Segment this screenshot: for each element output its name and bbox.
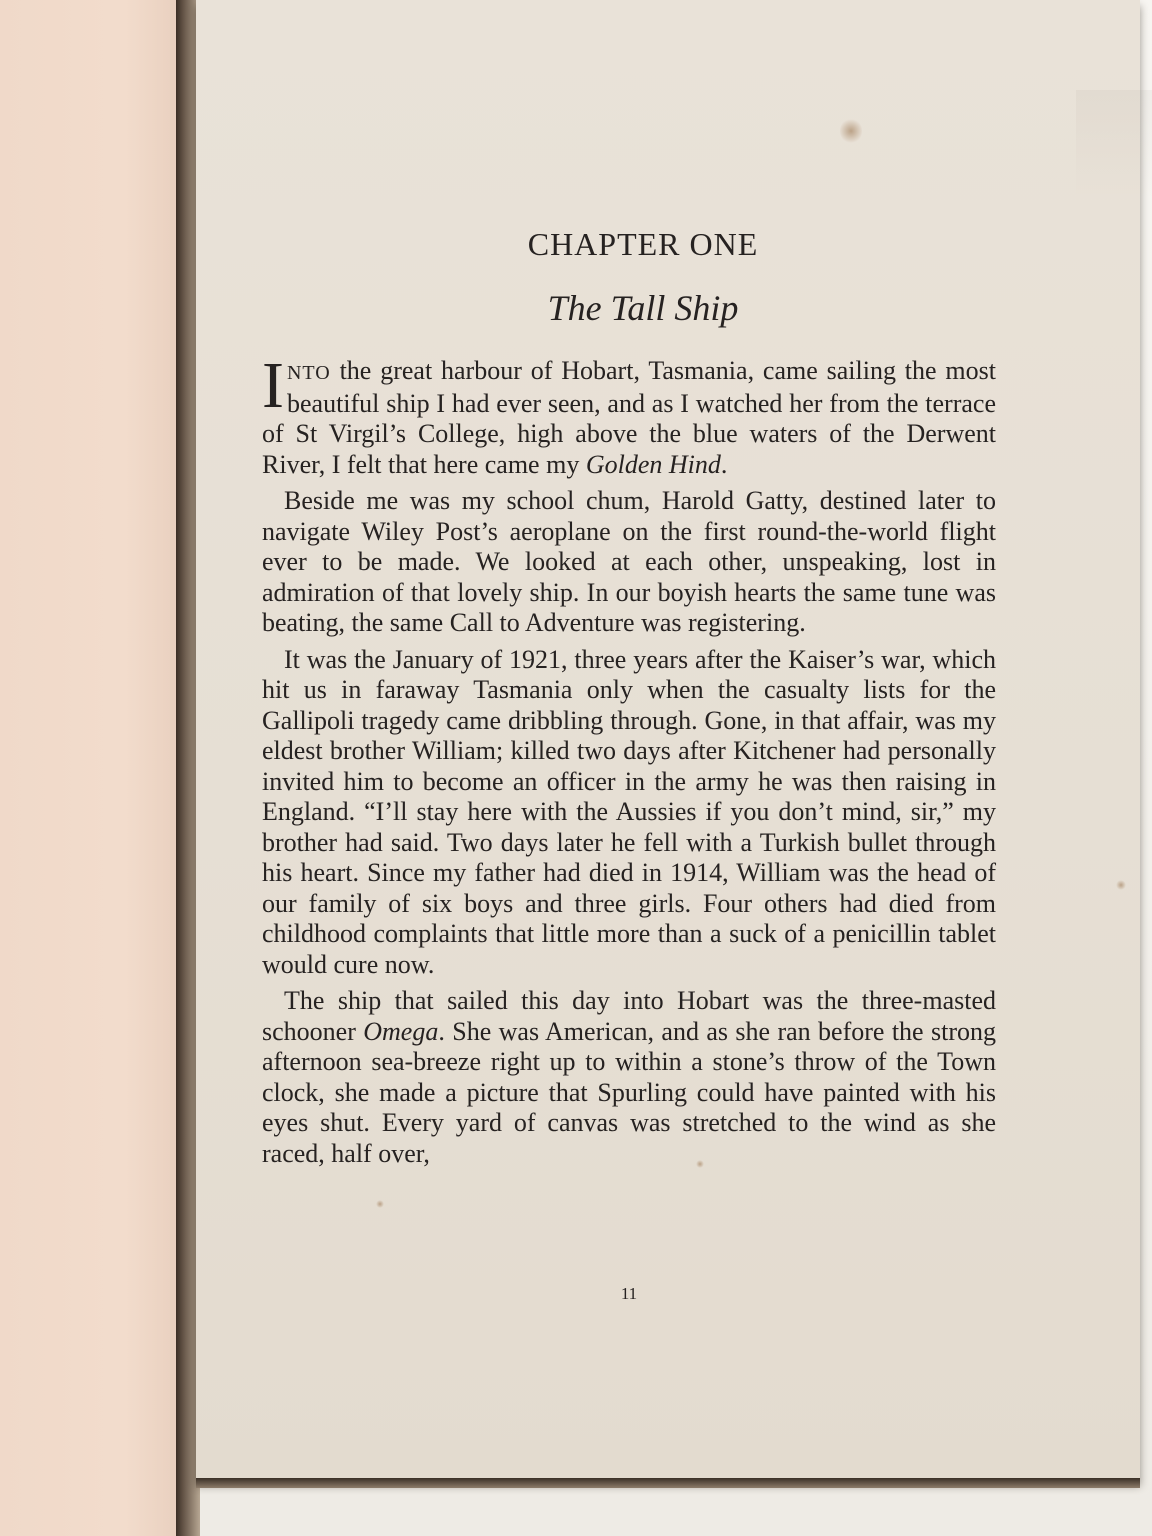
left-page: [0, 0, 178, 1536]
paragraph-3: It was the January of 1921, three years after the Kaiser’s war, which hit us in faraway Tasmania only when the casualty lists for the Gallipoli tragedy came dribbling through. Gone, in that affair, was my eldest brother William; killed two days after Kitchener had personally invited him to become an officer in the army he was then raising in England. “I’ll stay here with the Aussies if you don’t mind, sir,” my brother had said. Two days later he fell with a Turkish bullet through his heart. Since my father had died in 1914, William was the head of our family of six boys and three girls. Four others had died from childhood complaints that little more than a suck of a penicillin tablet would cure now.: [262, 644, 996, 979]
paragraph-4: [262, 986, 996, 1169]
chapter-heading: CHAPTER ONE: [527, 226, 759, 262]
small-caps-opening: NTO: [286, 362, 331, 384]
page-number: 11: [620, 1284, 638, 1303]
foxing-spot: [840, 118, 862, 144]
paragraph-2: Beside me was my school chum, Harold Gatty, destined later to navigate Wiley Post’s aeroplane on the first round-the-world flight ever to be made. We looked at each other, unspeaking, lost in admiration of that lovely ship. In our boyish hearts the same tune was beating, the same Call to Adventure was registering.: [262, 486, 996, 637]
page-bottom-edge: [196, 1478, 1140, 1488]
paragraph-4-rest: . She was American, and as she ran before the strong afternoon sea-breeze right up to within a stone’s throw of the Town clock, she made a picture that Spurling could have painted with his eyes shut. Every yard of canvas was stretched to the wind as she raced, half over,: [262, 1016, 996, 1168]
paragraph-1-text: the great harbour of Hobart, Tasmania, came sailing the most beautiful ship I had ever seen, and as I watched her from the terrace of St Virgil’s College, high above the blue waters of the Derwent River, I felt that here came my: [262, 356, 996, 479]
paragraph-1: [262, 349, 996, 480]
foxing-spot: [376, 1200, 384, 1208]
show-through-text: [1076, 90, 1152, 200]
italic-schooner-name: Omega: [363, 1016, 439, 1046]
paragraph-1-end: .: [720, 449, 728, 479]
body-text: [262, 349, 996, 1175]
italic-ship-name: Golden Hind: [585, 449, 721, 479]
chapter-title: The Tall Ship: [547, 288, 739, 328]
paragraph-4-text: The ship that sailed this day into Hobart was the three-masted schooner: [262, 986, 996, 1046]
drop-cap: I: [262, 349, 284, 422]
foxing-spot: [1116, 880, 1126, 890]
